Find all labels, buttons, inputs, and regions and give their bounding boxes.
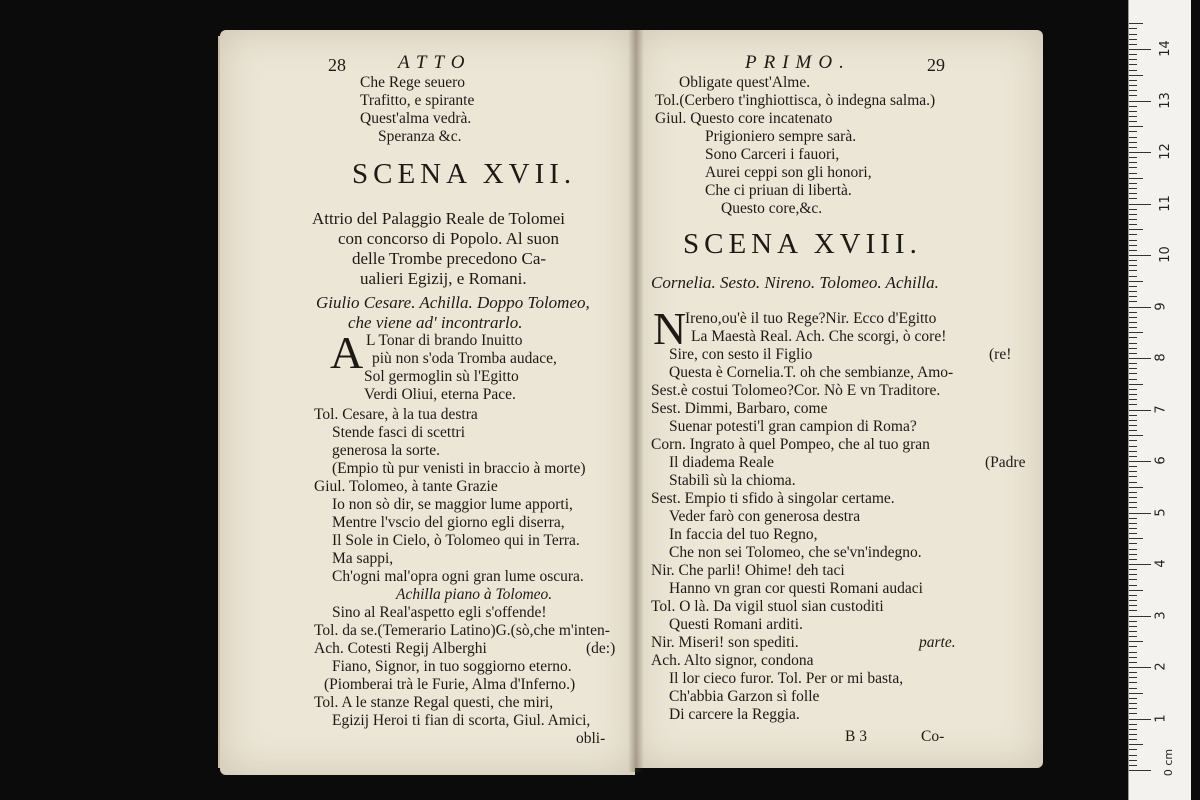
ruler-tick: [1129, 487, 1143, 488]
ruler-tick: [1129, 137, 1137, 138]
verse-line: Questo core,&c.: [721, 200, 823, 217]
dialogue-line: Hanno vn gran cor questi Romani audaci: [669, 580, 923, 597]
catchword-right: Co-: [921, 728, 945, 745]
ruler-tick: [1129, 101, 1151, 102]
ruler-tick: [1129, 482, 1137, 483]
ruler-tick: [1129, 456, 1137, 457]
dialogue-line: Sest.è costui Tolomeo?Cor. Nò E vn Traditore.: [651, 382, 941, 399]
ruler-tick: [1129, 616, 1151, 617]
ruler-tick: [1129, 157, 1137, 158]
ruler-tick: [1129, 404, 1137, 405]
ruler-tick: [1129, 95, 1137, 96]
left-page: [220, 30, 635, 775]
ruler-tick: [1129, 559, 1137, 560]
catchword-left: obli-: [576, 730, 606, 747]
ruler-tick: [1129, 260, 1137, 261]
ruler-tick: [1129, 528, 1137, 529]
dialogue-line: Tol. da se.(Temerario Latino)G.(sò,che m'inten-: [314, 622, 610, 639]
ruler-tick: [1129, 188, 1137, 189]
dialogue-line: Veder farò con generosa destra: [669, 508, 861, 525]
ruler-tick: [1129, 610, 1137, 611]
ruler-tick: [1129, 657, 1137, 658]
dialogue-line: Giul. Tolomeo, à tante Grazie: [314, 478, 498, 495]
ruler-tick: [1129, 281, 1143, 282]
ruler-tick: [1129, 173, 1137, 174]
ruler-tick: [1129, 224, 1137, 225]
ruler-tick: [1129, 34, 1137, 35]
dialogue-line: (Piomberai trà le Furie, Alma d'Inferno.): [324, 676, 576, 693]
ruler-tick: [1129, 193, 1137, 194]
ruler-number: 5: [1153, 507, 1169, 517]
ruler-tick: [1129, 492, 1137, 493]
ruler-tick: [1129, 384, 1143, 385]
ruler-tick: [1129, 430, 1137, 431]
ruler-tick: [1129, 708, 1137, 709]
ruler-tick: [1129, 111, 1137, 112]
ruler-tick: [1129, 229, 1143, 230]
stage-direction: Achilla piano à Tolomeo.: [396, 586, 553, 603]
setting-line: delle Trombe precedono Ca-: [352, 249, 547, 268]
ruler-tick: [1129, 301, 1137, 302]
verse-line: Che ci priuan di libertà.: [705, 182, 852, 199]
dialogue-line: Sest. Empio ti sfido à singolar certame.: [651, 490, 895, 507]
ruler-tick: [1129, 518, 1137, 519]
dialogue-line: Il diadema Reale: [669, 454, 775, 471]
ruler-tick: [1129, 471, 1137, 472]
dialogue-line: Ach. Cotesti Regij Alberghi: [314, 640, 487, 657]
ruler-tick: [1129, 379, 1137, 380]
scene-title-left: SCENA XVII.: [352, 158, 577, 190]
ruler-tick: [1129, 554, 1137, 555]
ruler-tick: [1129, 255, 1151, 256]
dialogue-line: Mentre l'vscio del giorno egli diserra,: [332, 514, 565, 531]
ruler-number: 4: [1153, 559, 1169, 568]
ruler-tick: [1129, 523, 1137, 524]
dialogue-line: Sino al Real'aspetto egli s'offende!: [332, 604, 547, 621]
ruler-tick: [1129, 574, 1137, 575]
turnover-word: (Padre: [985, 454, 1026, 471]
ruler-tick: [1129, 543, 1137, 544]
dialogue-line: In faccia del tuo Regno,: [669, 526, 818, 543]
ruler-tick: [1129, 54, 1137, 55]
ruler-tick: [1129, 332, 1143, 333]
ruler-tick: [1129, 23, 1143, 24]
ruler-tick: [1129, 265, 1137, 266]
dialogue-line: Il Sole in Cielo, ò Tolomeo qui in Terra.: [332, 532, 580, 549]
ruler-number: 6: [1153, 456, 1169, 465]
ruler-number: 10: [1157, 246, 1173, 263]
ruler-tick: [1129, 64, 1137, 65]
page-number-left: 28: [328, 55, 346, 75]
ruler-tick: [1129, 75, 1143, 76]
dialogue-line: Che non sei Tolomeo, che se'vn'indegno.: [669, 544, 922, 561]
dialogue-line: Tol.(Cerbero t'inghiottisca, ò indegna salma.): [655, 92, 936, 109]
ruler-tick: [1129, 389, 1137, 390]
ruler-tick: [1129, 410, 1151, 411]
ruler-tick: [1129, 770, 1151, 771]
running-head-right: PRIMO.: [745, 52, 851, 73]
drop-cap-right: N: [653, 303, 687, 354]
ruler-tick: [1129, 106, 1137, 107]
ruler-tick: [1129, 590, 1143, 591]
dialogue-line: Giul. Questo core incatenato: [655, 110, 833, 127]
dialogue-line: Tol. A le stanze Regal questi, che miri,: [314, 694, 554, 711]
ruler-tick: [1129, 672, 1137, 673]
dialogue-line: Ma sappi,: [332, 550, 394, 567]
dialogue-line: Ach. Alto signor, condona: [651, 652, 814, 669]
ruler-tick: [1129, 219, 1137, 220]
ruler-tick: [1129, 652, 1137, 653]
setting-line: Attrio del Palaggio Reale de Tolomei: [312, 209, 565, 228]
dialogue-line: Suenar potesti'l gran campion di Roma?: [669, 418, 917, 435]
ruler-tick: [1129, 533, 1137, 534]
ruler-tick: [1129, 240, 1137, 241]
ruler-tick: [1129, 286, 1137, 287]
stage-direction: parte.: [919, 634, 956, 651]
ruler-tick: [1129, 677, 1137, 678]
dialogue-line: generosa la sorte.: [332, 442, 441, 459]
signature-mark: B 3: [845, 728, 867, 745]
ruler-tick: [1129, 270, 1137, 271]
dialogue-line: Ch'abbia Garzon sì folle: [669, 688, 820, 705]
dialogue-line: Sest. Dimmi, Barbaro, come: [651, 400, 828, 417]
ruler-tick: [1129, 667, 1151, 668]
ruler-number: 13: [1157, 91, 1173, 109]
ruler-number: 8: [1153, 353, 1169, 362]
ruler-tick: [1129, 183, 1137, 184]
ruler-tick: [1129, 626, 1137, 627]
ruler-tick: [1129, 739, 1137, 740]
running-head-left: ATTO: [398, 52, 472, 73]
ruler-tick: [1129, 131, 1137, 132]
ruler-tick: [1129, 631, 1137, 632]
dialogue-line: Questa è Cornelia.T. oh che sembianze, Amo-: [669, 364, 954, 381]
ruler-number: 11: [1157, 194, 1173, 212]
scene-title-right: SCENA XVIII.: [683, 228, 922, 260]
ruler-tick: [1129, 600, 1137, 601]
ruler-tick: [1129, 291, 1137, 292]
ruler-tick: [1129, 312, 1137, 313]
ruler-number: 12: [1157, 143, 1173, 160]
ruler-tick: [1129, 234, 1137, 235]
ruler-number: 3: [1153, 610, 1169, 620]
ruler-tick: [1129, 322, 1137, 323]
ruler-tick: [1129, 276, 1137, 277]
ruler-tick: [1129, 507, 1137, 508]
ruler-tick: [1129, 713, 1137, 714]
ruler-tick: [1129, 765, 1137, 766]
setting-line: con concorso di Popolo. Al suon: [338, 229, 559, 248]
ruler-tick: [1129, 348, 1137, 349]
ruler-tick: [1129, 466, 1137, 467]
ruler-tick: [1129, 569, 1137, 570]
ruler-tick: [1129, 579, 1137, 580]
ruler-tick: [1129, 435, 1143, 436]
ruler-tick: [1129, 209, 1137, 210]
ruler-tick: [1129, 549, 1137, 550]
ruler-tick: [1129, 44, 1137, 45]
verse-line: Obligate quest'Alme.: [679, 74, 811, 91]
ruler-tick: [1129, 317, 1137, 318]
ruler-tick: [1129, 399, 1137, 400]
ruler-tick: [1129, 636, 1137, 637]
ruler-tick: [1129, 425, 1137, 426]
ruler-tick: [1129, 420, 1137, 421]
ruler-tick: [1129, 698, 1137, 699]
ruler-tick: [1129, 198, 1137, 199]
turnover-word: (re!: [989, 346, 1012, 363]
ruler-tick: [1129, 749, 1137, 750]
ruler-tick: [1129, 415, 1137, 416]
ruler-tick: [1129, 641, 1143, 642]
ruler-tick: [1129, 368, 1137, 369]
ruler-tick: [1129, 461, 1151, 462]
verse-line: Verdi Oliui, eterna Pace.: [364, 386, 516, 403]
ruler-tick: [1129, 595, 1137, 596]
ruler-tick: [1129, 152, 1151, 153]
ruler-tick: [1129, 70, 1137, 71]
verse-line: L Tonar di brando Inuitto: [366, 332, 523, 349]
ruler-tick: [1129, 90, 1137, 91]
ruler-tick: [1129, 755, 1137, 756]
ruler-tick: [1129, 343, 1137, 344]
ruler-tick: [1129, 662, 1137, 663]
ruler-tick: [1129, 358, 1151, 359]
ruler-number: 14: [1157, 40, 1173, 57]
verse-line: Prigioniero sempre sarà.: [705, 128, 857, 145]
dialogue-line: Stabilì sù la chioma.: [669, 472, 796, 489]
dialogue-line: Ireno,ou'è il tuo Rege?Nir. Ecco d'Egitto: [685, 310, 937, 327]
dialogue-line: Il lor cieco furor. Tol. Per or mi basta,: [669, 670, 904, 687]
dialogue-line: Stende fasci di scettri: [332, 424, 465, 441]
ruler-tick: [1129, 167, 1137, 168]
ruler-number: 7: [1153, 404, 1169, 414]
dialogue-line: Fiano, Signor, in tuo soggiorno eterno.: [332, 658, 572, 675]
verse-line: più non s'oda Tromba audace,: [372, 350, 557, 367]
verse-line: Speranza &c.: [378, 128, 462, 145]
ruler-tick: [1129, 214, 1137, 215]
ruler-tick: [1129, 49, 1151, 50]
ruler-tick: [1129, 59, 1137, 60]
dialogue-line: Tol. Cesare, à la tua destra: [314, 406, 478, 423]
ruler-tick: [1129, 337, 1137, 338]
ruler-tick: [1129, 296, 1137, 297]
ruler-tick: [1129, 245, 1137, 246]
ruler-tick: [1129, 116, 1137, 117]
characters-line: che viene ad' incontrarlo.: [348, 313, 523, 332]
ruler-tick: [1129, 703, 1137, 704]
verse-line: Che Rege seuero: [360, 74, 466, 91]
ruler-unit-label: 0 cm: [1162, 748, 1176, 777]
dialogue-line: Io non sò dir, se maggior lume apporti,: [332, 496, 573, 513]
ruler-tick: [1129, 724, 1137, 725]
characters-line: Cornelia. Sesto. Nireno. Tolomeo. Achilla.: [651, 273, 939, 292]
ruler-tick: [1129, 476, 1137, 477]
ruler-tick: [1129, 28, 1137, 29]
ruler-tick: [1129, 121, 1137, 122]
ruler-tick: [1129, 85, 1137, 86]
dialogue-line: Di carcere la Reggia.: [669, 706, 800, 723]
ruler-tick: [1129, 646, 1137, 647]
ruler-number: 2: [1153, 662, 1169, 671]
measuring-ruler: [1128, 0, 1191, 800]
dialogue-line: Corn. Ingrato à quel Pompeo, che al tuo gran: [651, 436, 930, 453]
ruler-tick: [1129, 502, 1137, 503]
dialogue-line: (Empio tù pur venisti in braccio à morte): [332, 460, 586, 477]
ruler-tick: [1129, 688, 1137, 689]
ruler-tick: [1129, 80, 1137, 81]
dialogue-line: La Maestà Real. Ach. Che scorgi, ò core!: [691, 328, 947, 345]
page-number-right: 29: [927, 55, 945, 75]
verse-line: Quest'alma vedrà.: [360, 110, 472, 127]
ruler-tick: [1129, 729, 1137, 730]
ruler-tick: [1129, 142, 1137, 143]
ruler-tick: [1129, 126, 1143, 127]
ruler-tick: [1129, 621, 1137, 622]
verse-line: Sol germoglin sù l'Egitto: [364, 368, 519, 385]
ruler-tick: [1129, 513, 1151, 514]
ruler-tick: [1129, 760, 1137, 761]
ruler-tick: [1129, 734, 1137, 735]
dialogue-line: Sire, con sesto il Figlio: [669, 346, 813, 363]
drop-cap-left: A: [330, 327, 364, 378]
characters-line: Giulio Cesare. Achilla. Doppo Tolomeo,: [316, 293, 590, 312]
dialogue-line: Egizij Heroi ti fian di scorta, Giul. Amici,: [332, 712, 591, 729]
ruler-tick: [1129, 538, 1143, 539]
ruler-tick: [1129, 178, 1143, 179]
ruler-tick: [1129, 327, 1137, 328]
ruler-tick: [1129, 363, 1137, 364]
dialogue-line: Tol. O là. Da vigil stuol sian custoditi: [651, 598, 884, 615]
verse-line: Sono Carceri i fauori,: [705, 146, 840, 163]
ruler-tick: [1129, 204, 1151, 205]
ruler-tick: [1129, 440, 1137, 441]
ruler-tick: [1129, 693, 1143, 694]
ruler-tick: [1129, 147, 1137, 148]
setting-line: ualieri Egizij, e Romani.: [360, 269, 527, 288]
ruler-tick: [1129, 446, 1137, 447]
ruler-tick: [1129, 39, 1137, 40]
verse-line: Aurei ceppi son gli honori,: [705, 164, 872, 181]
right-page: [635, 30, 1043, 768]
verse-line: Trafitto, e spirante: [360, 92, 475, 109]
dialogue-line: Nir. Miseri! son spediti.: [651, 634, 799, 651]
ruler-tick: [1129, 497, 1137, 498]
ruler-tick: [1129, 719, 1151, 720]
ruler-tick: [1129, 605, 1137, 606]
ruler-tick: [1129, 373, 1137, 374]
ruler-tick: [1129, 250, 1137, 251]
ruler-tick: [1129, 585, 1137, 586]
ruler-tick: [1129, 394, 1137, 395]
ruler-tick: [1129, 744, 1143, 745]
ruler-tick: [1129, 162, 1137, 163]
ruler-number: 9: [1153, 301, 1169, 311]
ruler-number: 1: [1153, 713, 1169, 723]
turnover-word: (de:): [586, 640, 616, 657]
ruler-tick: [1129, 682, 1137, 683]
ruler-tick: [1129, 451, 1137, 452]
ruler-tick: [1129, 307, 1151, 308]
book-gutter: [628, 30, 644, 772]
dialogue-line: Nir. Che parli! Ohime! deh taci: [651, 562, 845, 579]
dialogue-line: Ch'ogni mal'opra ogni gran lume oscura.: [332, 568, 584, 585]
dialogue-line: Questi Romani arditi.: [669, 616, 803, 633]
ruler-tick: [1129, 353, 1137, 354]
ruler-tick: [1129, 564, 1151, 565]
